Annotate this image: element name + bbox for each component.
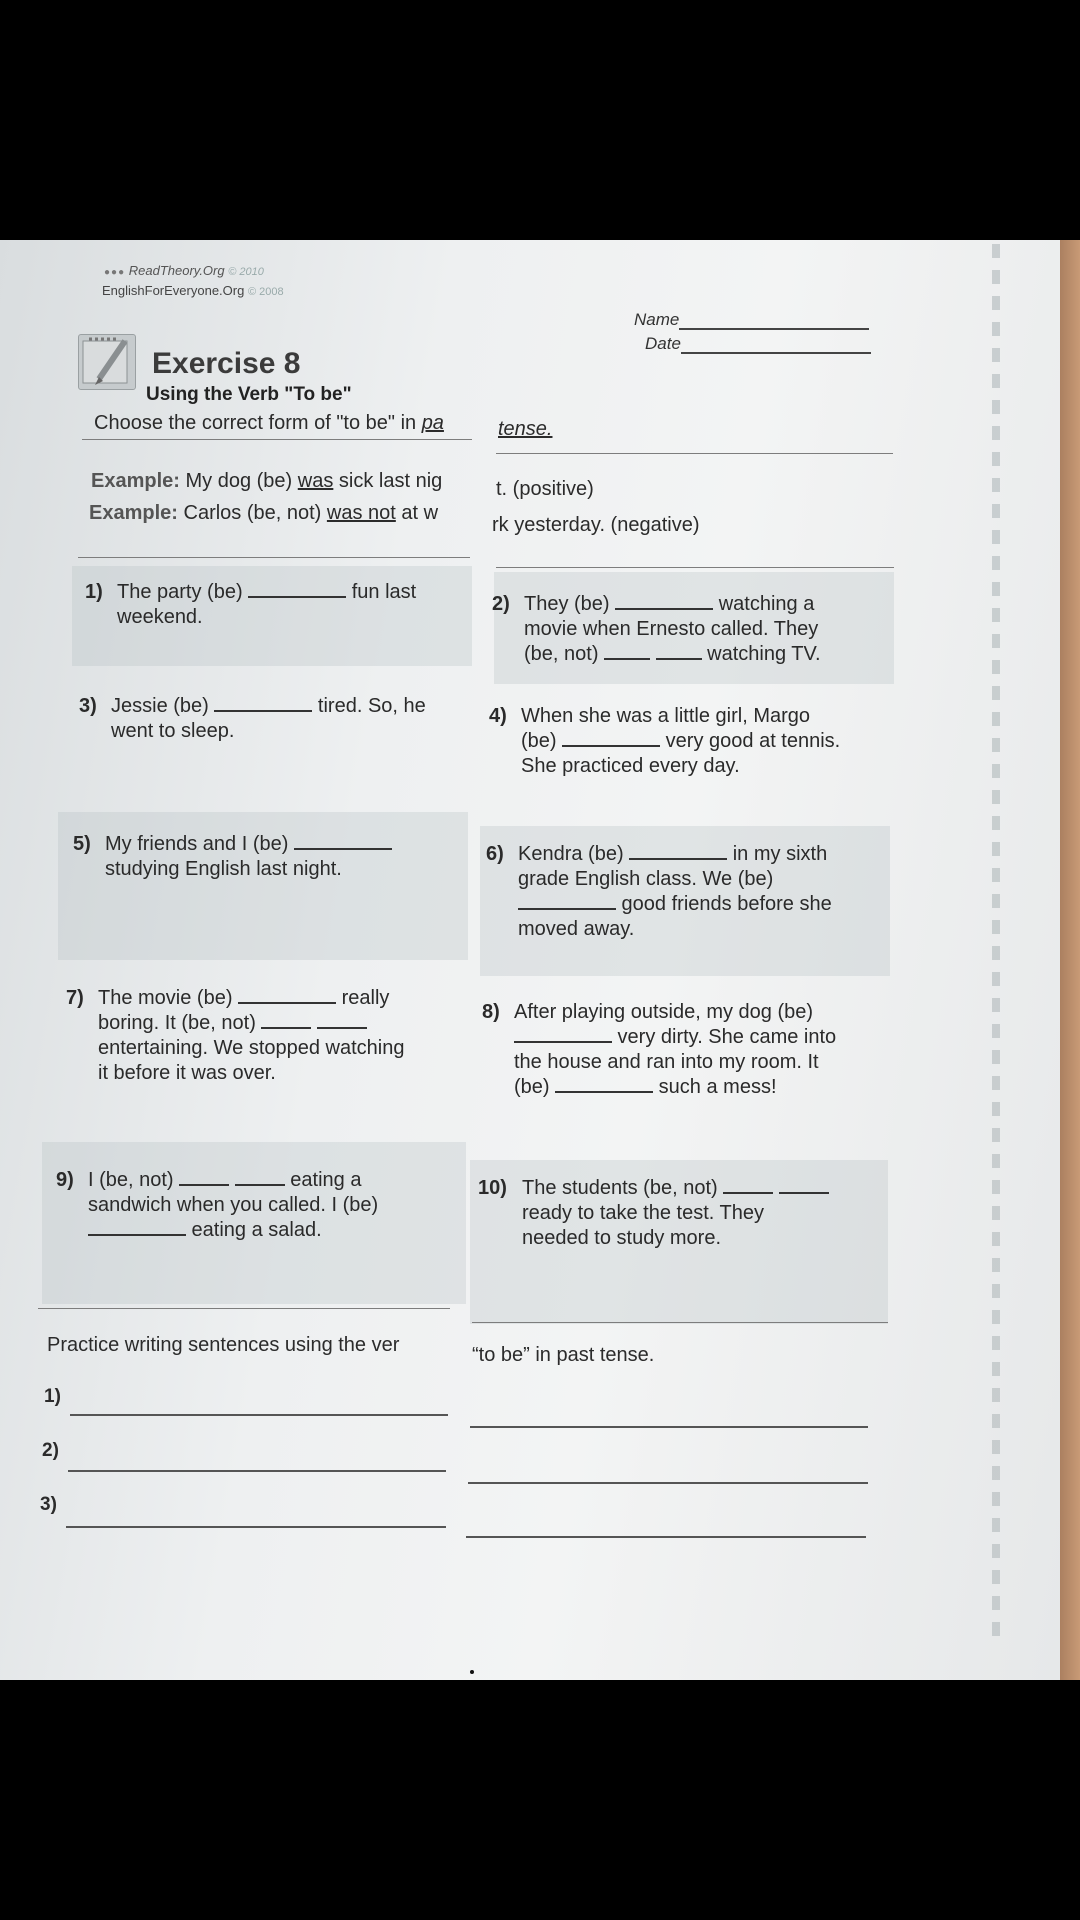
example-1-left bbox=[91, 470, 442, 493]
name-field[interactable] bbox=[634, 310, 869, 330]
question-text: (be) bbox=[521, 730, 563, 752]
answer-blank[interactable] bbox=[317, 1011, 367, 1029]
question-number: 9) bbox=[56, 1169, 74, 1191]
question-text: My friends and I (be) bbox=[105, 833, 294, 855]
practice-line[interactable] bbox=[470, 1426, 868, 1428]
question-6 bbox=[486, 842, 832, 942]
question-text: After playing outside, my dog (be) bbox=[514, 1001, 814, 1023]
instruction-pa: pa bbox=[421, 412, 444, 434]
speck bbox=[470, 1670, 474, 1674]
answer-blank[interactable] bbox=[179, 1168, 229, 1186]
question-text: (be, not) bbox=[524, 643, 605, 665]
divider bbox=[82, 439, 472, 440]
question-text: grade English class. We (be) bbox=[518, 868, 774, 890]
question-number: 2) bbox=[492, 593, 510, 615]
brand-line-1 bbox=[104, 263, 264, 278]
question-text: (be) bbox=[514, 1076, 556, 1098]
question-1 bbox=[85, 580, 417, 630]
answer-blank[interactable] bbox=[562, 729, 660, 747]
brand-englishforeveryone: EnglishForEveryone.Org bbox=[102, 283, 245, 298]
practice-number: 1) bbox=[44, 1386, 61, 1407]
pencil-notepad-icon bbox=[78, 334, 136, 390]
question-8 bbox=[482, 1000, 837, 1100]
practice-line[interactable] bbox=[466, 1536, 866, 1538]
example-2-left bbox=[89, 502, 438, 525]
page-subtitle: Using the Verb "To be" bbox=[146, 384, 352, 405]
question-text: the house and ran into my room. It bbox=[514, 1051, 819, 1073]
question-5 bbox=[73, 832, 392, 882]
question-text: I (be, not) bbox=[88, 1169, 180, 1191]
divider bbox=[472, 1322, 888, 1323]
question-text: They (be) bbox=[524, 593, 616, 615]
question-10 bbox=[478, 1176, 829, 1251]
question-text: The movie (be) bbox=[98, 987, 239, 1009]
brand-line-2 bbox=[102, 283, 284, 298]
example-text: My dog (be) bbox=[185, 470, 298, 492]
question-number: 7) bbox=[66, 987, 84, 1009]
answer-blank[interactable] bbox=[723, 1176, 773, 1194]
answer-blank[interactable] bbox=[656, 642, 702, 660]
question-number: 3) bbox=[79, 695, 97, 717]
practice-line[interactable] bbox=[66, 1526, 446, 1528]
question-7 bbox=[66, 986, 405, 1086]
question-text: movie when Ernesto called. They bbox=[524, 618, 819, 640]
date-line[interactable] bbox=[681, 335, 871, 354]
question-text: The party (be) bbox=[117, 581, 249, 603]
example-text: sick last nig bbox=[333, 470, 443, 492]
question-9 bbox=[56, 1168, 379, 1243]
question-text: eating a bbox=[284, 1169, 362, 1191]
question-text: The students (be, not) bbox=[522, 1177, 724, 1199]
practice-line[interactable] bbox=[468, 1482, 868, 1484]
example-answer: was not bbox=[326, 502, 396, 524]
answer-blank[interactable] bbox=[604, 642, 650, 660]
answer-blank[interactable] bbox=[238, 986, 336, 1004]
question-number: 4) bbox=[489, 705, 507, 727]
instruction bbox=[94, 412, 444, 435]
answer-blank[interactable] bbox=[555, 1075, 653, 1093]
question-number: 1) bbox=[85, 581, 103, 603]
question-text: very good at tennis. bbox=[660, 730, 841, 752]
question-text: When she was a little girl, Margo bbox=[521, 705, 811, 727]
question-text: very dirty. She came into bbox=[612, 1026, 837, 1048]
divider bbox=[38, 1308, 450, 1309]
table-surface bbox=[1060, 240, 1080, 1680]
question-text: She practiced every day. bbox=[521, 755, 740, 777]
brand-dots: ●●● bbox=[104, 267, 126, 278]
page-title: Exercise 8 bbox=[152, 347, 301, 380]
question-text: tired. So, he bbox=[312, 695, 426, 717]
answer-blank[interactable] bbox=[294, 832, 392, 850]
question-text: in my sixth bbox=[727, 843, 828, 865]
answer-blank[interactable] bbox=[629, 842, 727, 860]
date-field[interactable] bbox=[645, 334, 871, 354]
question-4 bbox=[489, 704, 841, 779]
answer-blank[interactable] bbox=[518, 892, 616, 910]
date-label: Date bbox=[645, 334, 681, 353]
question-text: needed to study more. bbox=[522, 1227, 722, 1249]
question-text: really bbox=[336, 987, 390, 1009]
answer-blank[interactable] bbox=[514, 1025, 612, 1043]
answer-blank[interactable] bbox=[235, 1168, 285, 1186]
question-text: it before it was over. bbox=[98, 1062, 276, 1084]
question-text: eating a salad. bbox=[186, 1219, 322, 1241]
question-text: fun last bbox=[346, 581, 417, 603]
instruction-tense: tense. bbox=[498, 418, 553, 440]
divider bbox=[78, 557, 470, 558]
question-number: 6) bbox=[486, 843, 504, 865]
question-text: sandwich when you called. I (be) bbox=[88, 1194, 379, 1216]
answer-blank[interactable] bbox=[214, 694, 312, 712]
question-text: entertaining. We stopped watching bbox=[98, 1037, 405, 1059]
question-text: watching a bbox=[713, 593, 815, 615]
example-text: at w bbox=[395, 502, 439, 524]
practice-number: 3) bbox=[40, 1494, 57, 1515]
question-text: good friends before she bbox=[616, 893, 832, 915]
example-answer: was bbox=[297, 470, 334, 492]
answer-blank[interactable] bbox=[88, 1218, 186, 1236]
divider bbox=[496, 453, 893, 454]
instruction-tense-wrap bbox=[498, 418, 552, 441]
example-1-right: t. (positive) bbox=[496, 478, 594, 500]
answer-blank[interactable] bbox=[248, 580, 346, 598]
question-text: such a mess! bbox=[653, 1076, 777, 1098]
question-text: weekend. bbox=[117, 606, 203, 628]
example-text: Carlos (be, not) bbox=[183, 502, 327, 524]
question-text: Kendra (be) bbox=[518, 843, 630, 865]
question-2 bbox=[492, 592, 821, 667]
brand-readtheory: ReadTheory.Org bbox=[128, 263, 225, 278]
practice-instruction-left: Practice writing sentences using the ver bbox=[47, 1334, 400, 1356]
practice-line[interactable] bbox=[70, 1414, 448, 1416]
question-number: 5) bbox=[73, 833, 91, 855]
brand-englishforeveryone-year: © 2008 bbox=[247, 286, 284, 298]
brand-readtheory-year: © 2010 bbox=[228, 266, 264, 278]
question-text: moved away. bbox=[518, 918, 635, 940]
question-number: 8) bbox=[482, 1001, 500, 1023]
instruction-text: Choose the correct form of "to be" in bbox=[94, 412, 422, 434]
practice-line[interactable] bbox=[68, 1470, 446, 1472]
answer-blank[interactable] bbox=[615, 592, 713, 610]
practice-instruction-right: “to be” in past tense. bbox=[472, 1344, 655, 1366]
question-3 bbox=[79, 694, 426, 744]
divider bbox=[496, 567, 894, 568]
question-text: watching TV. bbox=[701, 643, 821, 665]
example-label: Example: bbox=[91, 470, 180, 492]
example-2-right: rk yesterday. (negative) bbox=[492, 514, 700, 536]
example-label: Example: bbox=[89, 502, 178, 524]
answer-blank[interactable] bbox=[261, 1011, 311, 1029]
question-text: studying English last night. bbox=[105, 858, 342, 880]
binder-margin bbox=[992, 244, 1000, 1644]
question-text: boring. It (be, not) bbox=[98, 1012, 262, 1034]
question-number: 10) bbox=[478, 1177, 507, 1199]
name-line[interactable] bbox=[679, 311, 869, 330]
question-text: Jessie (be) bbox=[111, 695, 215, 717]
question-text: went to sleep. bbox=[111, 720, 235, 742]
answer-blank[interactable] bbox=[779, 1176, 829, 1194]
question-text: ready to take the test. They bbox=[522, 1202, 764, 1224]
practice-number: 2) bbox=[42, 1440, 59, 1461]
name-label: Name bbox=[634, 310, 680, 329]
